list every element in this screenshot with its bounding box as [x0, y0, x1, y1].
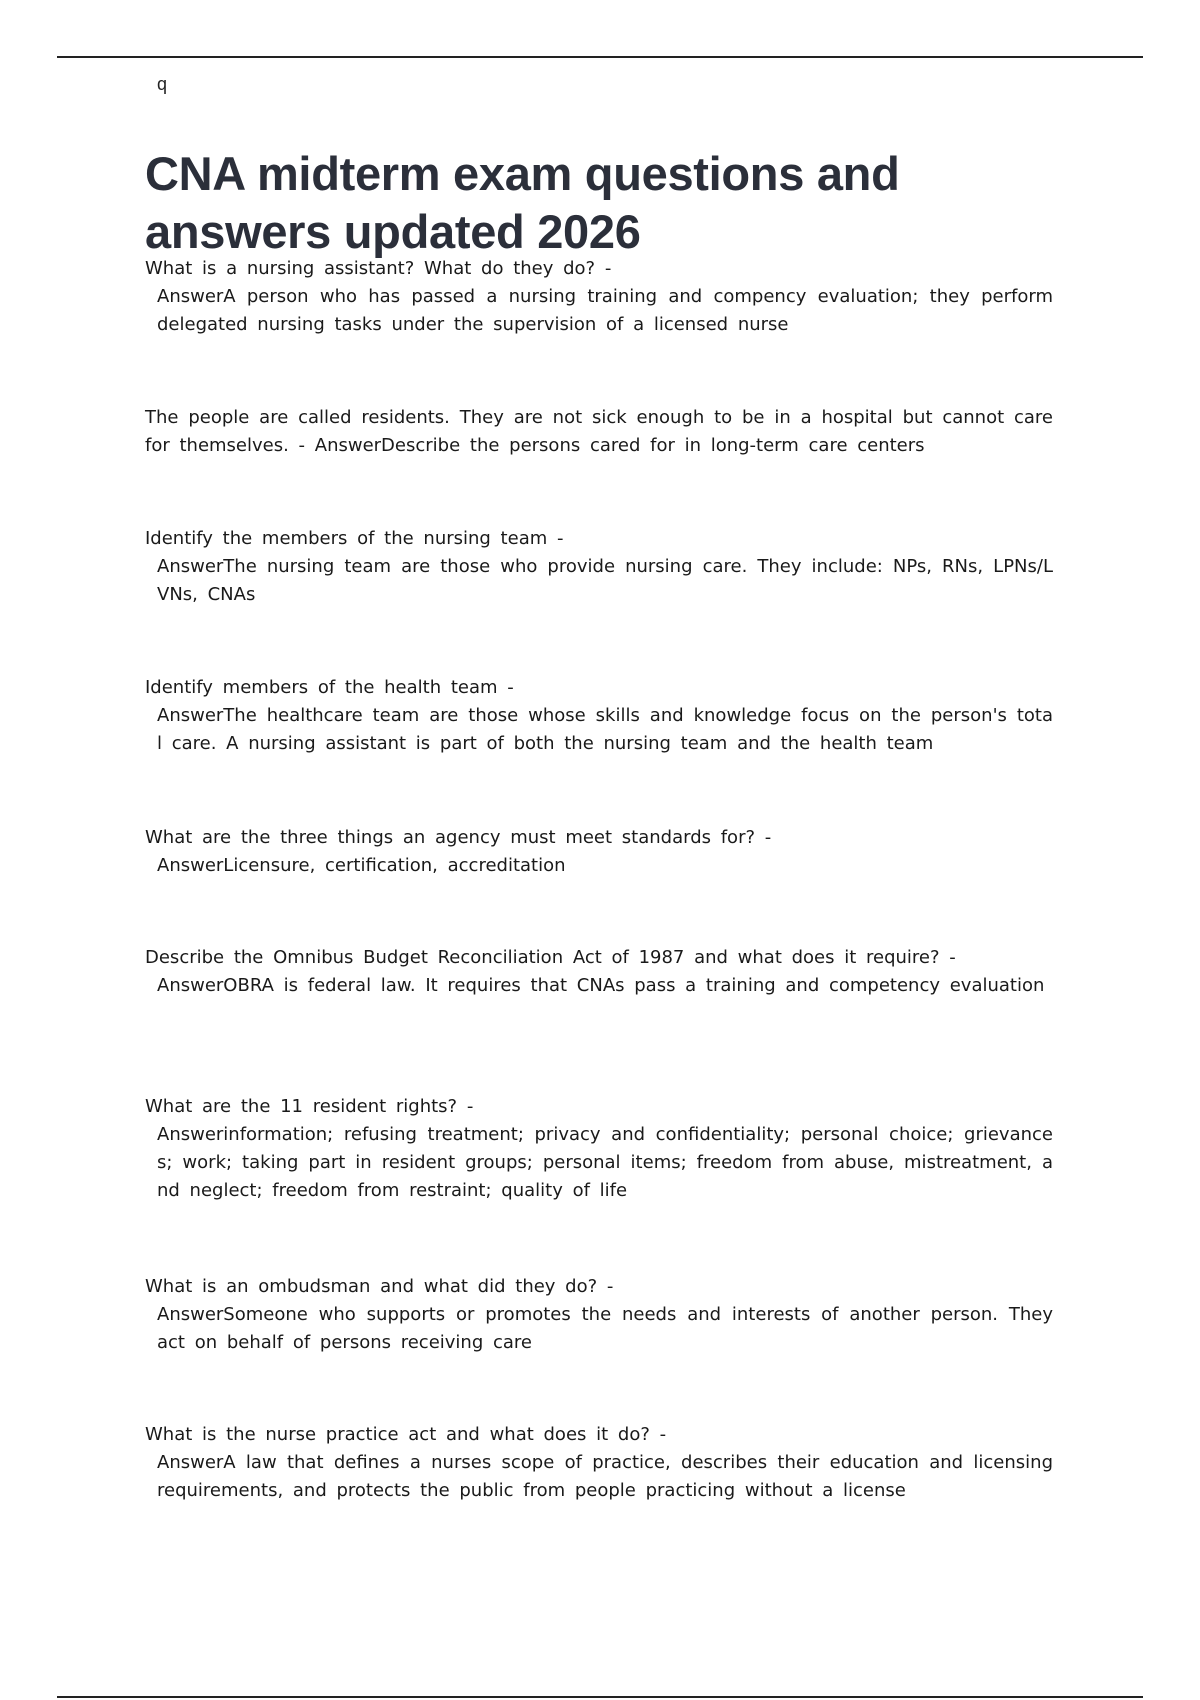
qa-item-2	[145, 404, 1053, 460]
answer-4: AnswerThe healthcare team are those whose skills and knowledge focus on the person's total care. A nursing assistant is part of both the nursing team and the health team	[157, 705, 1053, 754]
qa-item-7	[145, 1093, 1053, 1205]
question-3: Identify the members of the nursing team -	[145, 528, 564, 549]
qa-item-5	[145, 824, 1053, 880]
page-marker: q	[157, 74, 168, 94]
answer-5: AnswerLicensure, certification, accreditation	[157, 855, 566, 876]
question-6: Describe the Omnibus Budget Reconciliation Act of 1987 and what does it require? -	[145, 947, 956, 968]
answer-3: AnswerThe nursing team are those who provide nursing care. They include: NPs, RNs, LPNs/LVNs, CNAs	[157, 556, 1053, 605]
answer-1: AnswerA person who has passed a nursing training and compency evaluation; they perform delegated nursing tasks under the supervision of a licensed nurse	[157, 286, 1053, 335]
top-rule	[57, 56, 1143, 58]
question-5: What are the three things an agency must meet standards for? -	[145, 827, 772, 848]
qa-item-9	[145, 1421, 1053, 1505]
qa-item-4	[145, 674, 1053, 758]
document-title: CNA midterm exam questions and answers updated 2026	[145, 147, 900, 258]
answer-9: AnswerA law that defines a nurses scope of practice, describes their education and licensing requirements, and protects the public from people practicing without a license	[157, 1452, 1053, 1501]
bottom-rule	[57, 1696, 1143, 1698]
question-2: The people are called residents. They are not sick enough to be in a hospital but cannot care for themselves. - AnswerDescribe the persons cared for in long-term care centers	[145, 407, 1053, 456]
answer-7: Answerinformation; refusing treatment; privacy and confidentiality; personal choice; grievances; work; taking part in resident groups; personal items; freedom from abuse, mistreatment, and neglect; freedom from restraint; quality of life	[157, 1124, 1053, 1201]
answer-8: AnswerSomeone who supports or promotes the needs and interests of another person. They act on behalf of persons receiving care	[157, 1304, 1053, 1353]
qa-item-3	[145, 525, 1053, 609]
question-4: Identify members of the health team -	[145, 677, 514, 698]
question-1: What is a nursing assistant? What do they do? -	[145, 258, 612, 279]
qa-item-6	[145, 944, 1053, 1000]
answer-6: AnswerOBRA is federal law. It requires that CNAs pass a training and competency evaluation	[157, 975, 1045, 996]
qa-item-8	[145, 1273, 1053, 1357]
question-8: What is an ombudsman and what did they do? -	[145, 1276, 614, 1297]
question-9: What is the nurse practice act and what does it do? -	[145, 1424, 667, 1445]
question-7: What are the 11 resident rights? -	[145, 1096, 474, 1117]
qa-item-1	[145, 255, 1053, 339]
